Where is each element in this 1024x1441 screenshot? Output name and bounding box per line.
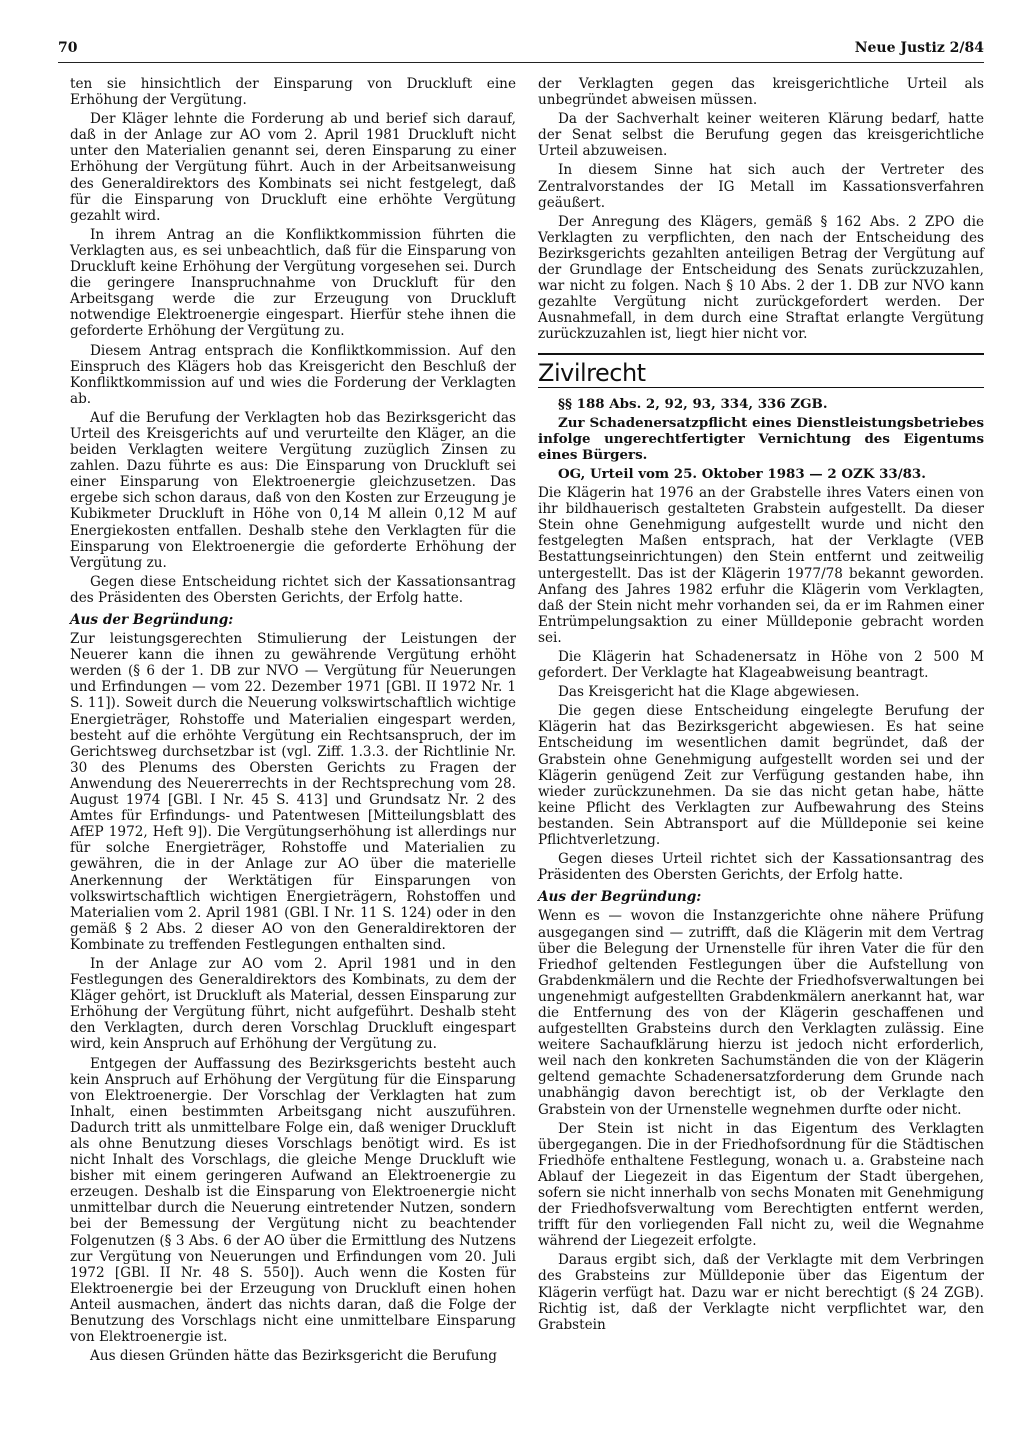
paragraph: Gegen diese Entscheidung richtet sich der Kassationsantrag des Präsidenten des Obersten Gerichts, der Erfolg hatte. xyxy=(70,573,516,606)
legal-norm: §§ 188 Abs. 2, 92, 93, 334, 336 ZGB. xyxy=(558,395,828,412)
paragraph: In diesem Sinne hat sich auch der Vertreter des Zentralvorstandes der IG Metall im Kassationsverfahren geäußert. xyxy=(538,162,984,211)
section-title: Zivilrecht xyxy=(538,353,984,388)
paragraph: Der Kläger lehnte die Forderung ab und berief sich darauf, daß in der Anlage zur AO vom 2. April 1981 Druckluft nicht unter den Materialien genannt sei, deren Einsparung zu einer Erhöhung der Vergütung führt. Auch in der Arbeitsanweisung des Generaldirektors des Kombinats sei nicht festgelegt, daß für die Einsparung von Druckluft eine erhöhte Vergütung gezahlt wird. xyxy=(70,111,516,224)
paragraph: Die Klägerin hat Schadenersatz in Höhe von 2 500 M gefordert. Der Verklagte hat Klageabweisung beantragt. xyxy=(538,649,984,682)
paragraph: Zur leistungsgerechten Stimulierung der Leistungen der Neuerer kann die ihnen zu gewährende Vergütung erhöht werden (§ 6 der 1. DB zur NVO — Vergütung für Neuerungen und Erfindungen — vom 22. Dezember 1971 [GBl. II 1972 Nr. 1 S. 11]). Soweit durch die Neuerung volkswirtschaftlich wichtige Energieträger, Rohstoffe und Materialien eingespart werden, besteht auf die erhöhte Vergütung ein Rechtsanspruch, der im Gerichtsweg durchsetzbar ist (vgl. Ziff. 1.3.3. der Richtlinie Nr. 30 des Plenums des Obersten Gerichts zu Fragen der Anwendung des Neuererrechts in der Rechtsprechung vom 28. August 1974 [GBl. I Nr. 45 S. 413] und Grundsatz Nr. 2 des Amtes für Erfindungs- und Patentwesen [Mitteilungsblatt des AfEP 1972, Heft 9]). Die Vergütungserhöhung ist allerdings nur für solche Energieträger, Rohstoffe und Materialien zu gewähren, die in der Anlage zur AO über die materielle Anerkennung der Werktätigen für Einsparungen von volkswirtschaftlich wichtigen Energieträgern, Rohstoffen und Materialien vom 2. April 1981 (GBl. I Nr. 11 S. 124) oder in den gemäß § 2 Abs. 2 dieser AO von den Generaldirektoren der Kombinate zu treffenden Festlegungen enthalten sind. xyxy=(70,631,516,953)
paragraph: Die gegen diese Entscheidung eingelegte Berufung der Klägerin hat das Bezirksgericht abgewiesen. Es hat seine Entscheidung im wesentlichen damit begründet, daß der Grabstein ohne Genehmigung aufgestellt worden sei und der Klägerin genügend Zeit zur Verfügung gestanden habe, ihn wieder zurückzunehmen. Da sie das nicht getan habe, hätte keine Pflicht des Verklagten zur Aufbewahrung des Steins bestanden. Sein Abtransport auf die Mülldeponie sei keine Pflichtverletzung. xyxy=(538,703,984,849)
paragraph: Das Kreisgericht hat die Klage abgewiesen. xyxy=(558,684,860,701)
paragraph: Daraus ergibt sich, daß der Verklagte mit dem Verbringen des Grabsteins zur Mülldeponie über das Eigentum der Klägerin verfügt hat. Dazu war er nicht berechtigt (§ 24 ZGB). Richtig ist, daß der Verklagte nicht verpflichtet war, den Grabstein xyxy=(538,1252,984,1333)
paragraph: Wenn es — wovon die Instanzgerichte ohne nähere Prüfung ausgegangen sind — zutrifft, daß die Klägerin mit dem Vertrag über die Belegung der Urnenstelle für ihren Vater die für den Friedhof geltenden Festlegungen über die Aufstellung von Grabdenkmälern und die Rechte der Friedhofsverwaltungen bei ungenehmigt aufgestellten Grabdenkmälern anerkannt hat, war die Entfernung des von der Klägerin geschaffenen und aufgestellten Grabsteins durch den Verklagten zulässig. Eine weitere Sachaufklärung hierzu ist jedoch nicht erforderlich, weil nach den konkreten Sachumständen die von der Klägerin geltend gemachte Schadenersatzforderung dem Grunde nach unabhängig davon berechtigt ist, ob der Verklagte den Grabstein von der Urnenstelle wegnehmen durfte oder nicht. xyxy=(538,908,984,1118)
journal-issue: Neue Justiz 2/84 xyxy=(854,40,984,56)
paragraph: Auf die Berufung der Verklagten hob das Bezirksgericht das Urteil des Kreisgerichts auf und verurteilte den Kläger, an die beiden Verklagten weitere Vergütung zuzüglich Zinsen zu zahlen. Dazu führte es aus: Die Einsparung von Druckluft sei einer Einsparung von Elektroenergie gleichzusetzen. Das ergebe sich schon daraus, daß von den Kosten zur Erzeugung je Kubikmeter Druckluft in Höhe von 0,14 M allein 0,12 M auf Energiekosten entfallen. Deshalb stehe den Verklagten für die Einsparung von Elektroenergie die geforderte Erhöhung der Vergütung zu. xyxy=(70,409,516,571)
paragraph: der Verklagten gegen das kreisgerichtliche Urteil als unbegründet abweisen müssen. xyxy=(538,76,984,109)
right-column xyxy=(538,76,984,1336)
paragraph: Der Stein ist nicht in das Eigentum des Verklagten übergegangen. Die in der Friedhofsordnung für die Städtischen Friedhöfe enthaltene Festlegung, wonach u. a. Grabsteine nach Ablauf der Liegezeit in das Eigentum der Stadt übergehen, sofern sie nicht innerhalb von sechs Monaten mit Genehmigung der Friedhofsverwaltung vom Berechtigten entfernt werden, trifft für den vorliegenden Fall nicht zu, weil die Wegnahme während der Liegezeit erfolgte. xyxy=(538,1120,984,1250)
paragraph: Entgegen der Auffassung des Bezirksgerichts besteht auch kein Anspruch auf Erhöhung der Vergütung für die Einsparung von Elektroenergie. Der Vorschlag der Verklagten hat zum Inhalt, einen bestimmten Arbeitsgang nicht auszuführen. Dadurch tritt als unmittelbare Folge ein, daß weniger Druckluft als ohne Benutzung dieses Vorschlags benötigt wird. Es ist nicht Inhalt des Vorschlags, die gleiche Menge Druckluft wie bisher mit einem geringeren Aufwand an Elektroenergie zu erzeugen. Deshalb ist die Einsparung von Elektroenergie nicht unmittelbar durch die Neuerung eintretender Nutzen, sondern bei der Bemessung der Vergütung nicht zu beachtender Folgenutzen (§ 3 Abs. 6 der AO über die Ermittlung des Nutzens zur Vergütung von Neuerungen und Erfindungen vom 20. Juli 1972 [GBl. II Nr. 48 S. 550]). Auch wenn die Kosten für Elektroenergie bei der Erzeugung von Druckluft einen hohen Anteil ausmachen, ändert das nichts daran, daß die Folge der Benutzung des Vorschlags nicht eine unmittelbare Einsparung von Elektroenergie ist. xyxy=(70,1055,516,1346)
paragraph: In der Anlage zur AO vom 2. April 1981 und in den Festlegungen des Generaldirektors des Kombinats, zu dem der Kläger gehört, ist Druckluft als Material, dessen Einsparung zur Erhöhung der Vergütung führt, nicht aufgeführt. Deshalb steht den Verklagten, durch deren Vorschlag Druckluft eingespart wird, kein Anspruch auf Erhöhung der Vergütung zu. xyxy=(70,955,516,1053)
court-citation: OG, Urteil vom 25. Oktober 1983 — 2 OZK 33/83. xyxy=(558,465,926,482)
paragraph: Aus diesen Gründen hätte das Bezirksgericht die Berufung xyxy=(90,1348,497,1365)
paragraph: In ihrem Antrag an die Konfliktkommission führten die Verklagten aus, es sei unbeachtlich, daß für die Einsparung von Druckluft keine Erhöhung der Vergütung vorgesehen sei. Durch die geringere Inanspruchnahme von Druckluft für den Arbeitsgang werde die zur Erzeugung von Druckluft notwendige Elektroenergie eingespart. Hierfür stehe ihnen die geforderte Erhöhung der Vergütung zu. xyxy=(70,226,516,340)
page-header xyxy=(58,38,984,63)
page-number: 70 xyxy=(58,40,78,56)
paragraph: Diesem Antrag entsprach die Konfliktkommission. Auf den Einspruch des Klägers hob das Kreisgericht den Beschluß der Konfliktkommission auf und wies die Forderung der Verklagten ab. xyxy=(70,342,516,407)
left-column xyxy=(70,76,516,1367)
paragraph: ten sie hinsichtlich der Einsparung von Druckluft eine Erhöhung der Vergütung. xyxy=(70,76,516,109)
subheading: Aus der Begründung: xyxy=(70,612,234,628)
paragraph: Gegen dieses Urteil richtet sich der Kassationsantrag des Präsidenten des Obersten Gerichts, der Erfolg hatte. xyxy=(538,851,984,884)
subheading: Aus der Begründung: xyxy=(538,889,702,906)
paragraph: Die Klägerin hat 1976 an der Grabstelle ihres Vaters einen von ihr bildhauerisch gestalteten Grabstein aufgestellt. Da dieser Stein ohne Genehmigung aufgestellt wurde und nicht den festgelegten Maßen entsprach, hat der Verklagte (VEB Bestattungseinrichtungen) den Stein entfernt und zeitweilig untergestellt. Das ist der Klägerin 1977/78 bekannt geworden. Anfang des Jahres 1982 erfuhr die Klägerin vom Verklagten, daß der Stein nicht mehr vorhanden sei, da er im Rahmen einer Entrümpelungsaktion zu einer Mülldeponie gebracht worden sei. xyxy=(538,485,984,646)
paragraph: Da der Sachverhalt keiner weiteren Klärung bedarf, hatte der Senat selbst die Berufung gegen das kreisgerichtliche Urteil abzuweisen. xyxy=(538,111,984,160)
headnote: Zur Schadenersatzpflicht eines Dienstleistungsbetriebes infolge ungerechtfertigter Vernichtung des Eigentums eines Bürgers. xyxy=(538,414,984,463)
paragraph: Der Anregung des Klägers, gemäß § 162 Abs. 2 ZPO die Verklagten zu verpflichten, den nach der Entscheidung des Bezirksgerichts gezahlten anteiligen Betrag der Vergütung auf der Grundlage der Entscheidung des Senats zurückzuzahlen, war nicht zu folgen. Nach § 10 Abs. 2 der 1. DB zur NVO kann gezahlte Vergütung nicht zurückgefordert werden. Der Ausnahmefall, in dem durch eine Straftat erlangte Vergütung zurückzuzahlen ist, liegt hier nicht vor. xyxy=(538,213,984,343)
